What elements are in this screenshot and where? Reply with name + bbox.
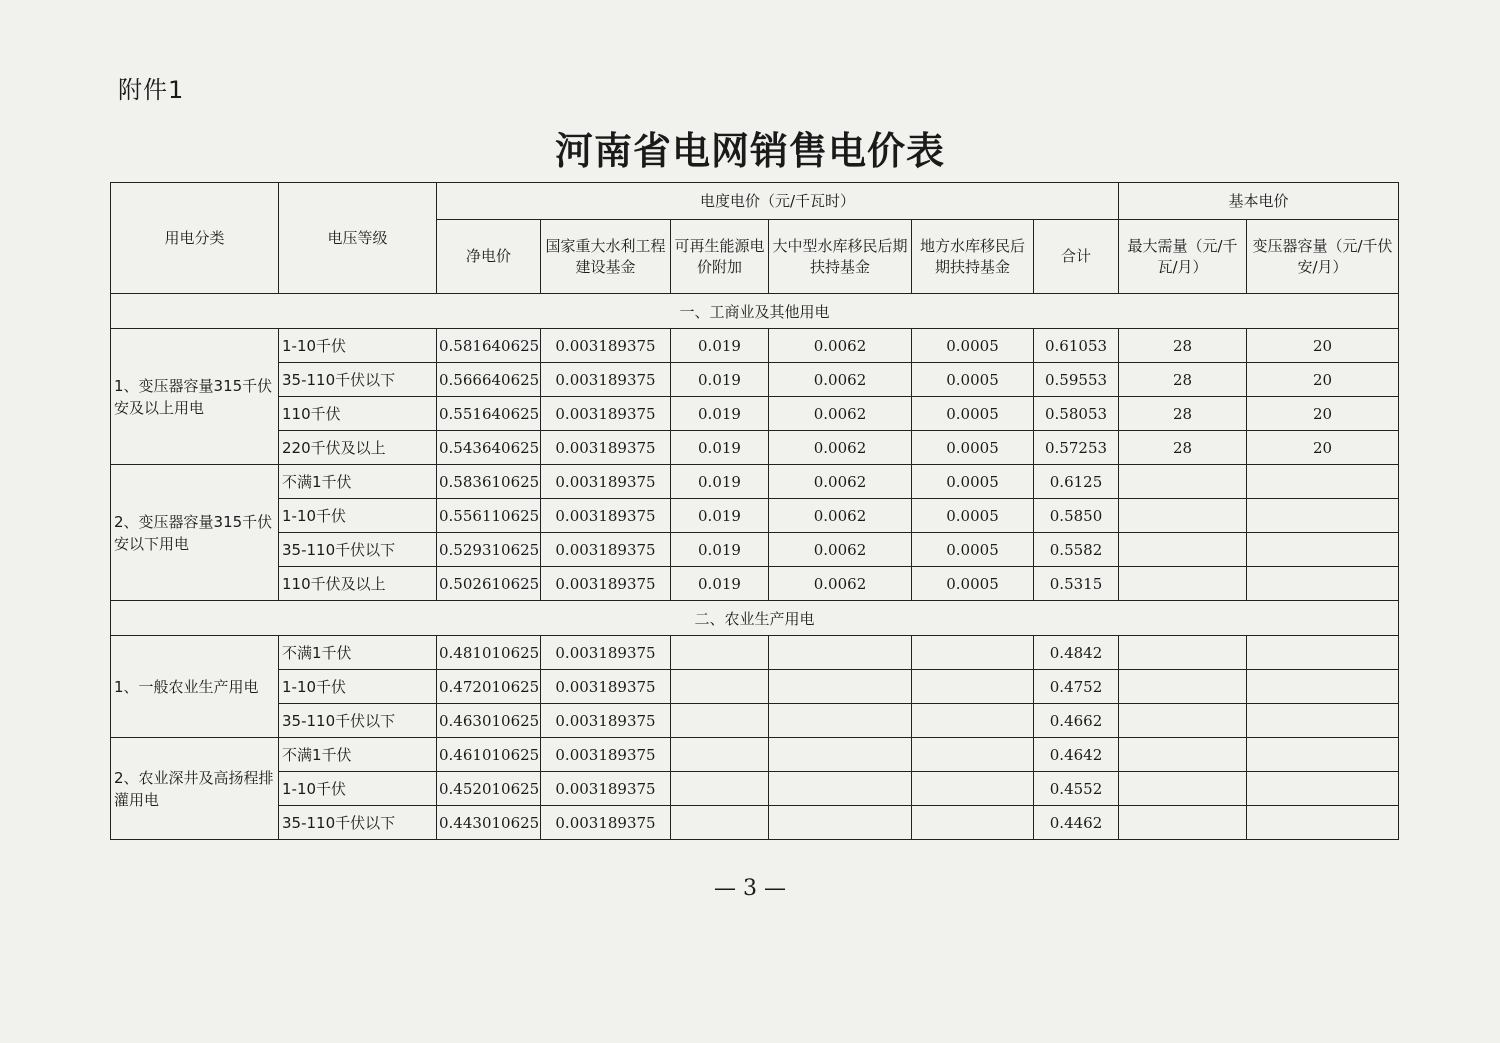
renew-cell: 0.019 — [671, 329, 769, 363]
price-table — [110, 182, 1399, 840]
large-cell: 0.0062 — [769, 431, 912, 465]
renew-cell — [671, 670, 769, 704]
capacity-cell: 20 — [1247, 329, 1399, 363]
table-row — [111, 363, 1399, 397]
demand-cell: 28 — [1119, 363, 1247, 397]
local-cell — [912, 772, 1034, 806]
table-row — [111, 533, 1399, 567]
voltage-cell: 35-110千伏以下 — [279, 533, 437, 567]
capacity-cell — [1247, 636, 1399, 670]
demand-cell — [1119, 738, 1247, 772]
voltage-cell: 35-110千伏以下 — [279, 806, 437, 840]
table-row — [111, 670, 1399, 704]
category-cell: 2、农业深井及高扬程排灌用电 — [111, 738, 279, 840]
table-row — [111, 431, 1399, 465]
capacity-cell — [1247, 567, 1399, 601]
net-cell: 0.452010625 — [437, 772, 541, 806]
large-cell: 0.0062 — [769, 397, 912, 431]
local-cell: 0.0005 — [912, 363, 1034, 397]
demand-cell — [1119, 704, 1247, 738]
total-cell: 0.59553 — [1034, 363, 1119, 397]
net-cell: 0.551640625 — [437, 397, 541, 431]
total-cell: 0.4462 — [1034, 806, 1119, 840]
section-row — [111, 601, 1399, 636]
demand-cell — [1119, 499, 1247, 533]
demand-cell: 28 — [1119, 431, 1247, 465]
total-cell: 0.5582 — [1034, 533, 1119, 567]
water-cell: 0.003189375 — [541, 397, 671, 431]
local-cell — [912, 738, 1034, 772]
net-cell: 0.529310625 — [437, 533, 541, 567]
header-large-reservoir: 大中型水库移民后期扶持基金 — [769, 220, 912, 294]
large-cell — [769, 772, 912, 806]
local-cell: 0.0005 — [912, 499, 1034, 533]
table-row — [111, 499, 1399, 533]
local-cell: 0.0005 — [912, 465, 1034, 499]
large-cell: 0.0062 — [769, 499, 912, 533]
net-cell: 0.566640625 — [437, 363, 541, 397]
renew-cell: 0.019 — [671, 533, 769, 567]
water-cell: 0.003189375 — [541, 363, 671, 397]
demand-cell — [1119, 772, 1247, 806]
net-cell: 0.481010625 — [437, 636, 541, 670]
total-cell: 0.4662 — [1034, 704, 1119, 738]
renew-cell: 0.019 — [671, 397, 769, 431]
renew-cell: 0.019 — [671, 499, 769, 533]
water-cell: 0.003189375 — [541, 499, 671, 533]
header-max-demand: 最大需量（元/千瓦/月） — [1119, 220, 1247, 294]
total-cell: 0.5850 — [1034, 499, 1119, 533]
water-cell: 0.003189375 — [541, 533, 671, 567]
table-row — [111, 738, 1399, 772]
capacity-cell — [1247, 772, 1399, 806]
local-cell: 0.0005 — [912, 533, 1034, 567]
demand-cell — [1119, 465, 1247, 499]
local-cell — [912, 704, 1034, 738]
large-cell — [769, 670, 912, 704]
voltage-cell: 不满1千伏 — [279, 738, 437, 772]
table-row — [111, 636, 1399, 670]
water-cell: 0.003189375 — [541, 636, 671, 670]
renew-cell: 0.019 — [671, 567, 769, 601]
category-cell: 1、一般农业生产用电 — [111, 636, 279, 738]
local-cell: 0.0005 — [912, 431, 1034, 465]
header-renewable: 可再生能源电价附加 — [671, 220, 769, 294]
water-cell: 0.003189375 — [541, 465, 671, 499]
renew-cell: 0.019 — [671, 363, 769, 397]
large-cell: 0.0062 — [769, 329, 912, 363]
demand-cell — [1119, 806, 1247, 840]
table-row — [111, 806, 1399, 840]
voltage-cell: 1-10千伏 — [279, 772, 437, 806]
table-row — [111, 704, 1399, 738]
total-cell: 0.4552 — [1034, 772, 1119, 806]
header-local-reservoir: 地方水库移民后期扶持基金 — [912, 220, 1034, 294]
demand-cell — [1119, 567, 1247, 601]
total-cell: 0.5315 — [1034, 567, 1119, 601]
net-cell: 0.461010625 — [437, 738, 541, 772]
voltage-cell: 不满1千伏 — [279, 465, 437, 499]
table-row — [111, 465, 1399, 499]
voltage-cell: 35-110千伏以下 — [279, 704, 437, 738]
header-net-price: 净电价 — [437, 220, 541, 294]
net-cell: 0.583610625 — [437, 465, 541, 499]
voltage-cell: 110千伏 — [279, 397, 437, 431]
large-cell — [769, 636, 912, 670]
attachment-label: 附件1 — [118, 76, 185, 104]
capacity-cell — [1247, 806, 1399, 840]
table-row — [111, 772, 1399, 806]
local-cell — [912, 806, 1034, 840]
table-body — [111, 294, 1399, 840]
capacity-cell — [1247, 704, 1399, 738]
renew-cell — [671, 772, 769, 806]
net-cell: 0.472010625 — [437, 670, 541, 704]
capacity-cell: 20 — [1247, 363, 1399, 397]
category-cell: 1、变压器容量315千伏安及以上用电 — [111, 329, 279, 465]
section-title: 一、工商业及其他用电 — [111, 294, 1399, 329]
demand-cell — [1119, 670, 1247, 704]
total-cell: 0.61053 — [1034, 329, 1119, 363]
renew-cell — [671, 806, 769, 840]
page-title: 河南省电网销售电价表 — [554, 129, 945, 173]
total-cell: 0.4642 — [1034, 738, 1119, 772]
demand-cell — [1119, 636, 1247, 670]
water-cell: 0.003189375 — [541, 806, 671, 840]
table-row — [111, 329, 1399, 363]
demand-cell: 28 — [1119, 397, 1247, 431]
local-cell: 0.0005 — [912, 397, 1034, 431]
net-cell: 0.443010625 — [437, 806, 541, 840]
net-cell: 0.502610625 — [437, 567, 541, 601]
header-water-fund: 国家重大水利工程建设基金 — [541, 220, 671, 294]
header-transformer-capacity: 变压器容量（元/千伏安/月） — [1247, 220, 1399, 294]
water-cell: 0.003189375 — [541, 567, 671, 601]
capacity-cell — [1247, 738, 1399, 772]
renew-cell: 0.019 — [671, 465, 769, 499]
renew-cell — [671, 704, 769, 738]
table-row — [111, 397, 1399, 431]
large-cell: 0.0062 — [769, 465, 912, 499]
capacity-cell — [1247, 670, 1399, 704]
large-cell — [769, 704, 912, 738]
water-cell: 0.003189375 — [541, 431, 671, 465]
capacity-cell — [1247, 533, 1399, 567]
header-energy-price: 电度电价（元/千瓦时） — [437, 183, 1119, 220]
section-row — [111, 294, 1399, 329]
voltage-cell: 110千伏及以上 — [279, 567, 437, 601]
renew-cell — [671, 738, 769, 772]
local-cell: 0.0005 — [912, 329, 1034, 363]
header-voltage: 电压等级 — [279, 183, 437, 294]
section-title: 二、农业生产用电 — [111, 601, 1399, 636]
total-cell: 0.6125 — [1034, 465, 1119, 499]
water-cell: 0.003189375 — [541, 329, 671, 363]
voltage-cell: 220千伏及以上 — [279, 431, 437, 465]
table-row — [111, 567, 1399, 601]
large-cell — [769, 738, 912, 772]
demand-cell — [1119, 533, 1247, 567]
net-cell: 0.543640625 — [437, 431, 541, 465]
capacity-cell: 20 — [1247, 397, 1399, 431]
water-cell: 0.003189375 — [541, 772, 671, 806]
large-cell: 0.0062 — [769, 533, 912, 567]
header-total: 合计 — [1034, 220, 1119, 294]
renew-cell: 0.019 — [671, 431, 769, 465]
local-cell — [912, 636, 1034, 670]
local-cell: 0.0005 — [912, 567, 1034, 601]
water-cell: 0.003189375 — [541, 670, 671, 704]
net-cell: 0.581640625 — [437, 329, 541, 363]
local-cell — [912, 670, 1034, 704]
capacity-cell — [1247, 499, 1399, 533]
demand-cell: 28 — [1119, 329, 1247, 363]
voltage-cell: 1-10千伏 — [279, 499, 437, 533]
capacity-cell — [1247, 465, 1399, 499]
water-cell: 0.003189375 — [541, 704, 671, 738]
total-cell: 0.4752 — [1034, 670, 1119, 704]
voltage-cell: 1-10千伏 — [279, 670, 437, 704]
voltage-cell: 1-10千伏 — [279, 329, 437, 363]
category-cell: 2、变压器容量315千伏安以下用电 — [111, 465, 279, 601]
large-cell: 0.0062 — [769, 363, 912, 397]
header-category: 用电分类 — [111, 183, 279, 294]
large-cell — [769, 806, 912, 840]
header-basic-price: 基本电价 — [1119, 183, 1399, 220]
total-cell: 0.4842 — [1034, 636, 1119, 670]
page-number: — 3 — — [714, 876, 786, 901]
renew-cell — [671, 636, 769, 670]
total-cell: 0.57253 — [1034, 431, 1119, 465]
large-cell: 0.0062 — [769, 567, 912, 601]
capacity-cell: 20 — [1247, 431, 1399, 465]
voltage-cell: 35-110千伏以下 — [279, 363, 437, 397]
net-cell: 0.463010625 — [437, 704, 541, 738]
total-cell: 0.58053 — [1034, 397, 1119, 431]
water-cell: 0.003189375 — [541, 738, 671, 772]
net-cell: 0.556110625 — [437, 499, 541, 533]
voltage-cell: 不满1千伏 — [279, 636, 437, 670]
